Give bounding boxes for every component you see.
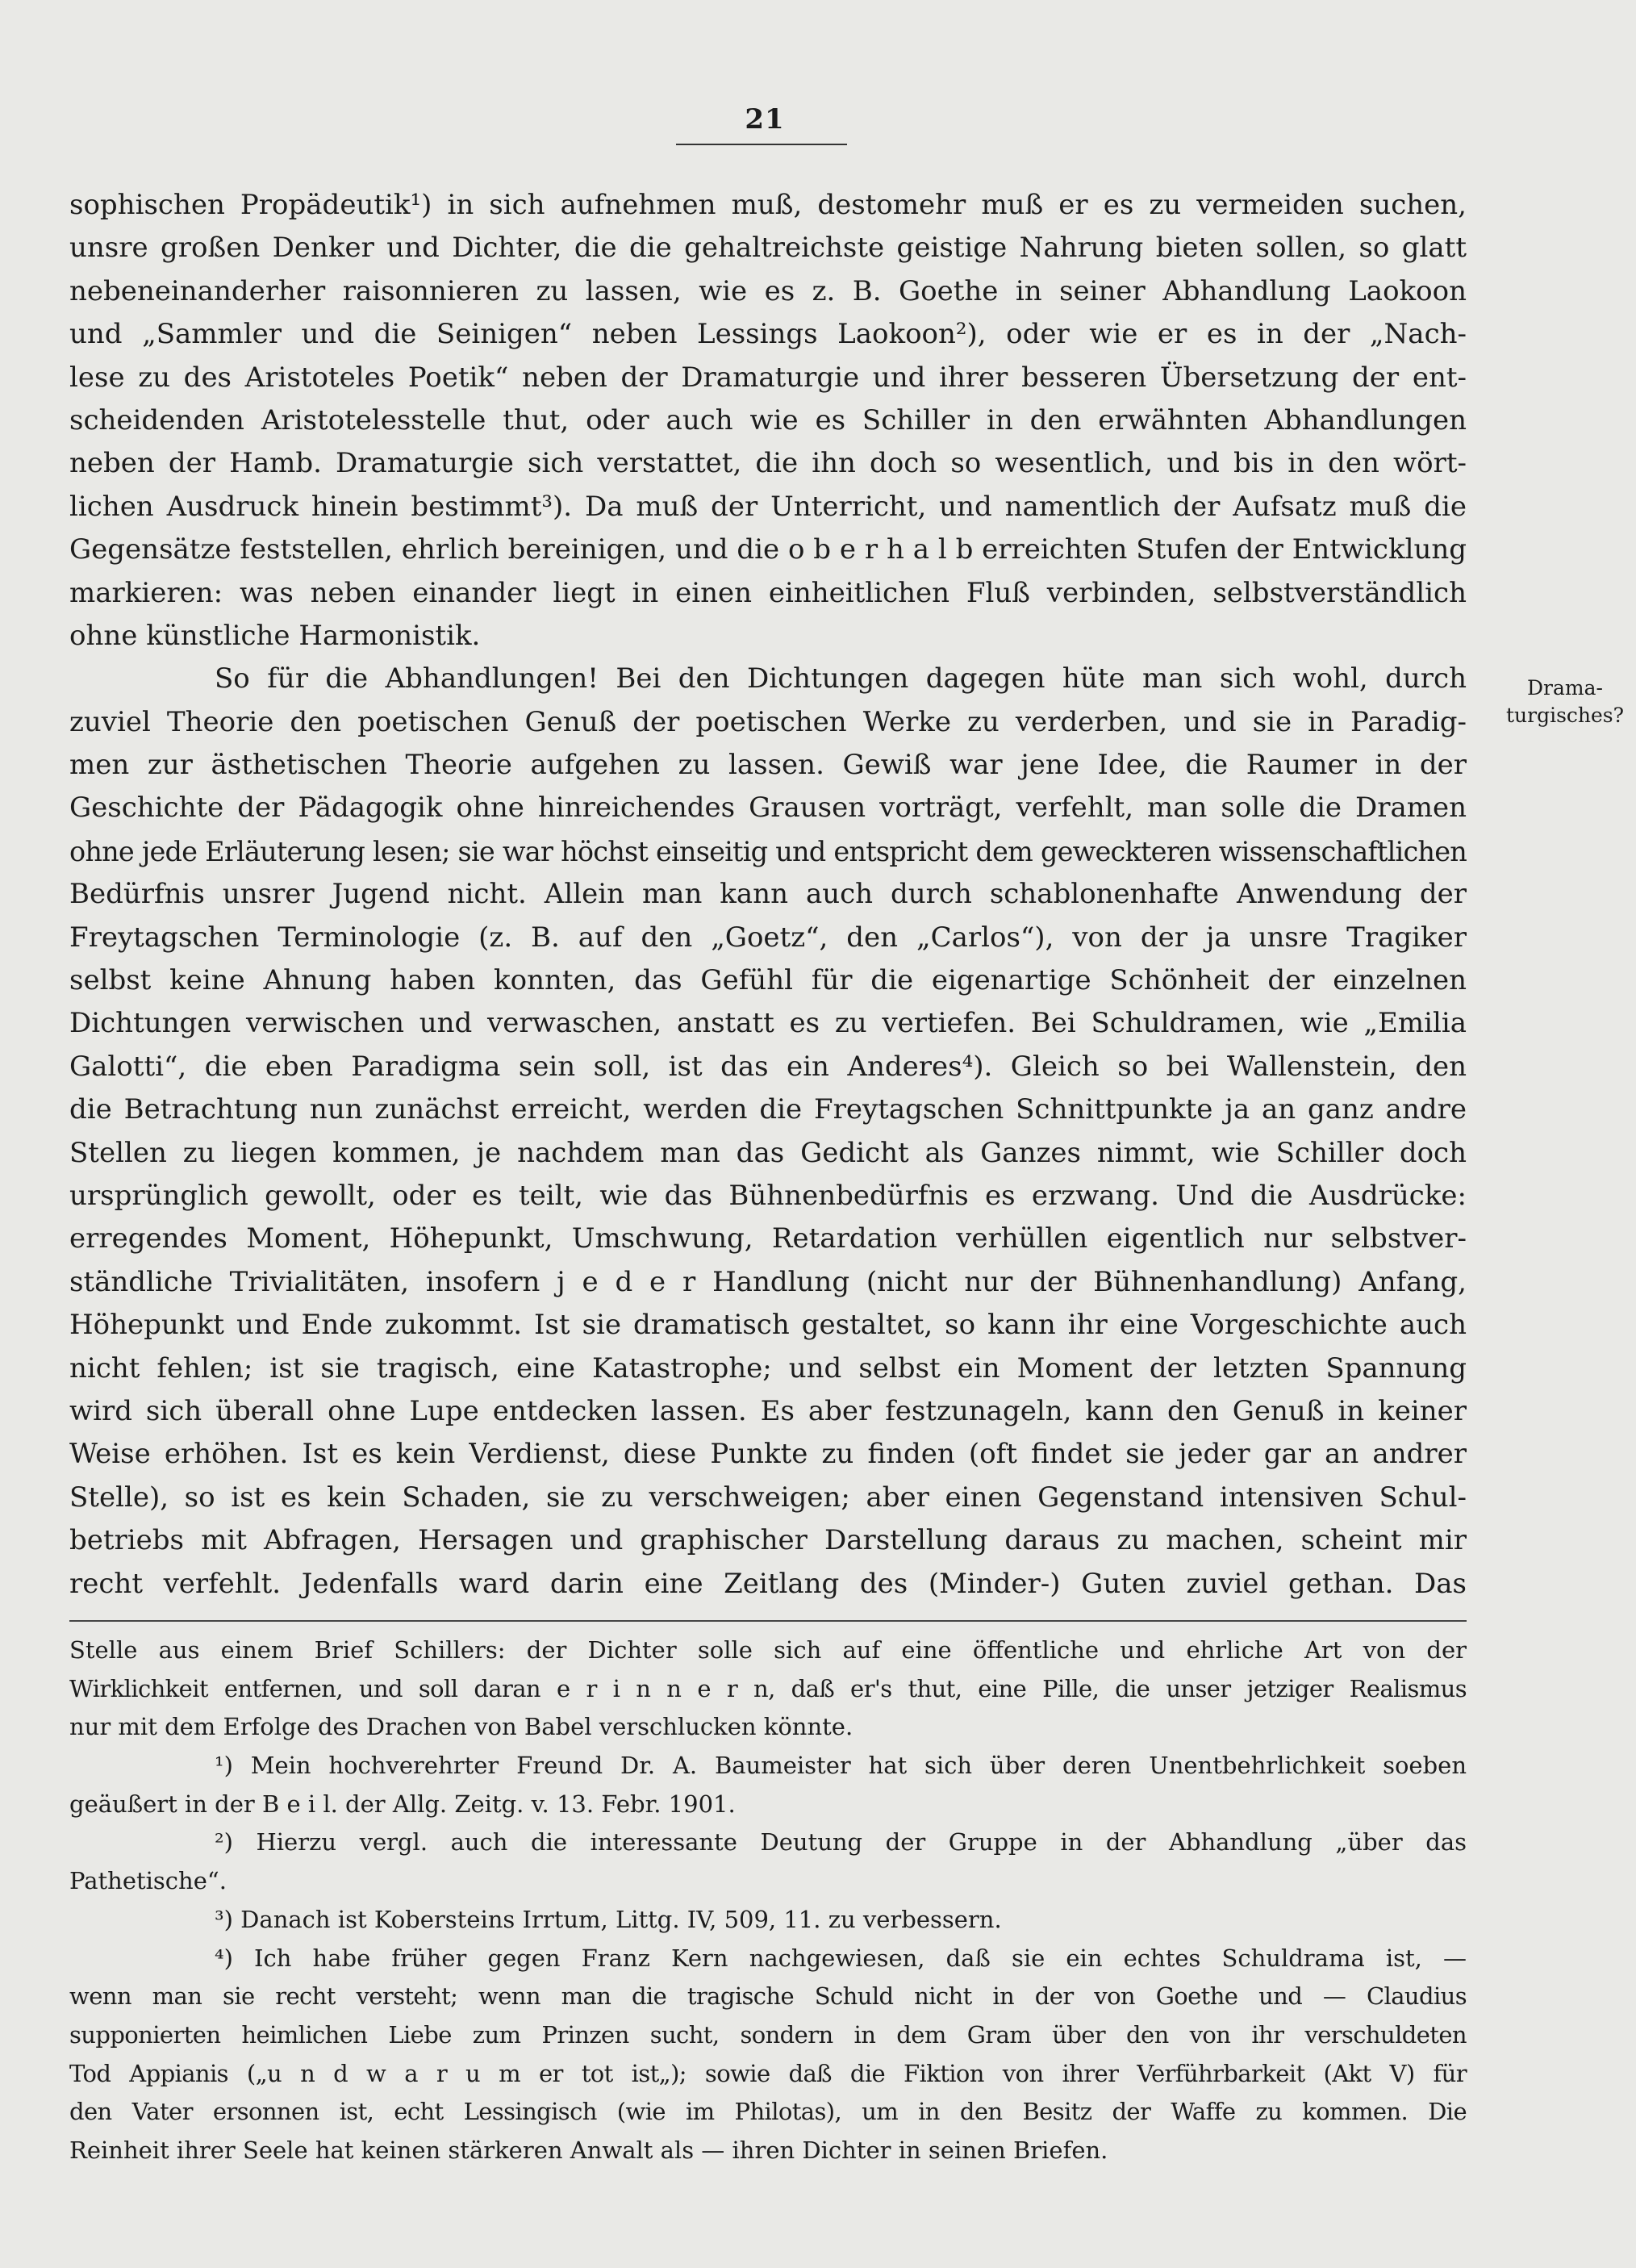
footnote-line: den Vater ersonnen ist, echt Lessingisch (wie im Philotas), um in den Besitz der Waffe zu kommen. Die <box>69 2098 1467 2126</box>
body-line: recht verfehlt. Jedenfalls ward darin eine Zeitlang des (Minder-) Guten zuviel gethan. Das <box>69 1567 1467 1600</box>
body-line: die Betrachtung nun zunächst erreicht, werden die Freytagschen Schnittpunkte ja an ganz andre <box>69 1093 1467 1126</box>
body-line: Weise erhöhen. Ist es kein Verdienst, diese Punkte zu finden (oft findet sie jeder gar an andrer <box>69 1438 1467 1471</box>
body-line: neben der Hamb. Dramaturgie sich verstattet, die ihn doch so wesentlich, und bis in den wört- <box>69 447 1467 480</box>
footnote-line: Tod Appianis („u n d w a r u m er tot ist„); sowie daß die Fiktion von ihrer Verführbarkeit (Akt V) für <box>69 2059 1467 2087</box>
body-line: lese zu des Aristoteles Poetik“ neben der Dramaturgie und ihrer besseren Übersetzung der ent- <box>69 361 1467 394</box>
page-number: 21 <box>745 103 785 136</box>
body-line: Höhepunkt und Ende zukommt. Ist sie dramatisch gestaltet, so kann ihr eine Vorgeschichte auch <box>69 1309 1467 1342</box>
footnote-line: Wirklichkeit entfernen, und soll daran e r i n n e r n, daß er's thut, eine Pille, die unser jetziger Realismus <box>69 1674 1467 1702</box>
footnote-2: ²) Hierzu vergl. auch die interessante Deutung der Gruppe in der Abhandlung „über das <box>215 1828 1467 1857</box>
body-line: nicht fehlen; ist sie tragisch, eine Katastrophe; und selbst ein Moment der letzten Spannung <box>69 1351 1467 1385</box>
body-line: Stelle), so ist es kein Schaden, sie zu verschweigen; aber einen Gegenstand intensiven Schul- <box>69 1481 1467 1514</box>
body-line: scheidenden Aristotelesstelle thut, oder auch wie es Schiller in den erwähnten Abhandlungen <box>69 403 1467 436</box>
footnote-line: Stelle aus einem Brief Schillers: der Dichter solle sich auf eine öffentliche und ehrliche Art von der <box>69 1636 1467 1664</box>
main-text <box>69 184 1467 1606</box>
footnote-3: ³) Danach ist Kobersteins Irrtum, Littg. IV, 509, 11. zu verbessern. <box>215 1905 1002 1933</box>
footnote-line: Pathetische“. <box>69 1867 227 1895</box>
footnotes <box>69 1631 1467 2170</box>
body-line: Freytagschen Terminologie (z. B. auf den „Goetz“, den „Carlos“), von der ja unsre Tragiker <box>69 921 1467 954</box>
body-line: ohne künstliche Harmonistik. <box>69 619 481 652</box>
body-line: nebeneinanderher raisonnieren zu lassen, wie es z. B. Goethe in seiner Abhandlung Laokoon <box>69 274 1467 307</box>
body-line: sophischen Propädeutik¹) in sich aufnehmen muß, destomehr muß er es zu vermeiden suchen, <box>69 189 1467 221</box>
body-line: lichen Ausdruck hinein bestimmt³). Da muß der Unterricht, und namentlich der Aufsatz muß die <box>69 490 1467 523</box>
body-line: Geschichte der Pädagogik ohne hinreichendes Grausen vorträgt, verfehlt, man solle die Dramen <box>69 792 1467 825</box>
footnote-line: nur mit dem Erfolge des Drachen von Babel verschlucken könnte. <box>69 1713 853 1741</box>
body-line: ursprünglich gewollt, oder es teilt, wie das Bühnenbedürfnis es erzwang. Und die Ausdrücke: <box>69 1179 1467 1212</box>
body-line: zuviel Theorie den poetischen Genuß der poetischen Werke zu verderben, und sie in Paradig- <box>69 705 1467 738</box>
body-line: So für die Abhandlungen! Bei den Dichtungen dagegen hüte man sich wohl, durch <box>215 662 1467 695</box>
marginal-note <box>1500 675 1630 729</box>
body-line: markieren: was neben einander liegt in einen einheitlichen Fluß verbinden, selbstverständlich <box>69 576 1467 609</box>
body-line: men zur ästhetischen Theorie aufgehen zu lassen. Gewiß war jene Idee, die Raumer in der <box>69 749 1467 782</box>
body-line: erregendes Moment, Höhepunkt, Umschwung, Retardation verhüllen eigentlich nur selbstver- <box>69 1222 1467 1255</box>
body-line: selbst keine Ahnung haben konnten, das Gefühl für die eigenartige Schönheit der einzelnen <box>69 964 1467 997</box>
body-line: Galotti“, die eben Paradigma sein soll, ist das ein Anderes⁴). Gleich so bei Wallenstein, den <box>69 1050 1467 1083</box>
body-line: ohne jede Erläuterung lesen; sie war höchst einseitig und entspricht dem geweckteren wissenschaftlichen <box>69 835 1467 867</box>
footnote-1: ¹) Mein hochverehrter Freund Dr. A. Baumeister hat sich über deren Unentbehrlichkeit soeben <box>215 1752 1467 1780</box>
body-line: betriebs mit Abfragen, Hersagen und graphischer Darstellung daraus zu machen, scheint mir <box>69 1524 1467 1557</box>
footnote-line: geäußert in der B e i l. der Allg. Zeitg. v. 13. Febr. 1901. <box>69 1790 736 1818</box>
body-line: unsre großen Denker und Dichter, die die gehaltreichste geistige Nahrung bieten sollen, so glatt <box>69 232 1467 265</box>
header-rule <box>676 144 847 145</box>
body-line: wird sich überall ohne Lupe entdecken lassen. Es aber festzunageln, kann den Genuß in keiner <box>69 1394 1467 1427</box>
body-line: Stellen zu liegen kommen, je nachdem man das Gedicht als Ganzes nimmt, wie Schiller doch <box>69 1136 1467 1169</box>
footnote-rule <box>69 1620 1467 1622</box>
footnote-line: Reinheit ihrer Seele hat keinen stärkeren Anwalt als — ihren Dichter in seinen Briefen. <box>69 2136 1108 2164</box>
body-line: Dichtungen verwischen und verwaschen, anstatt es zu vertiefen. Bei Schuldramen, wie „Emilia <box>69 1007 1467 1040</box>
marginal-note-text: Drama- turgisches? <box>1505 676 1625 727</box>
footnote-4: ⁴) Ich habe früher gegen Franz Kern nachgewiesen, daß sie ein echtes Schuldrama ist, — <box>215 1944 1467 1972</box>
body-line: ständliche Trivialitäten, insofern j e d e r Handlung (nicht nur der Bühnenhandlung) Anfang, <box>69 1265 1467 1298</box>
body-line: Bedürfnis unsrer Jugend nicht. Allein man kann auch durch schablonenhafte Anwendung der <box>69 878 1467 911</box>
body-line: und „Sammler und die Seinigen“ neben Lessings Laokoon²), oder wie er es in der „Nach- <box>69 318 1467 351</box>
body-line: Gegensätze feststellen, ehrlich bereinigen, und die o b e r h a l b erreichten Stufen der Entwicklung <box>69 533 1467 566</box>
footnote-line: supponierten heimlichen Liebe zum Prinzen sucht, sondern in dem Gram über den von ihr verschuldeten <box>69 2020 1467 2049</box>
footnote-line: wenn man sie recht versteht; wenn man die tragische Schuld nicht in der von Goethe und — Claudius <box>69 1982 1467 2011</box>
